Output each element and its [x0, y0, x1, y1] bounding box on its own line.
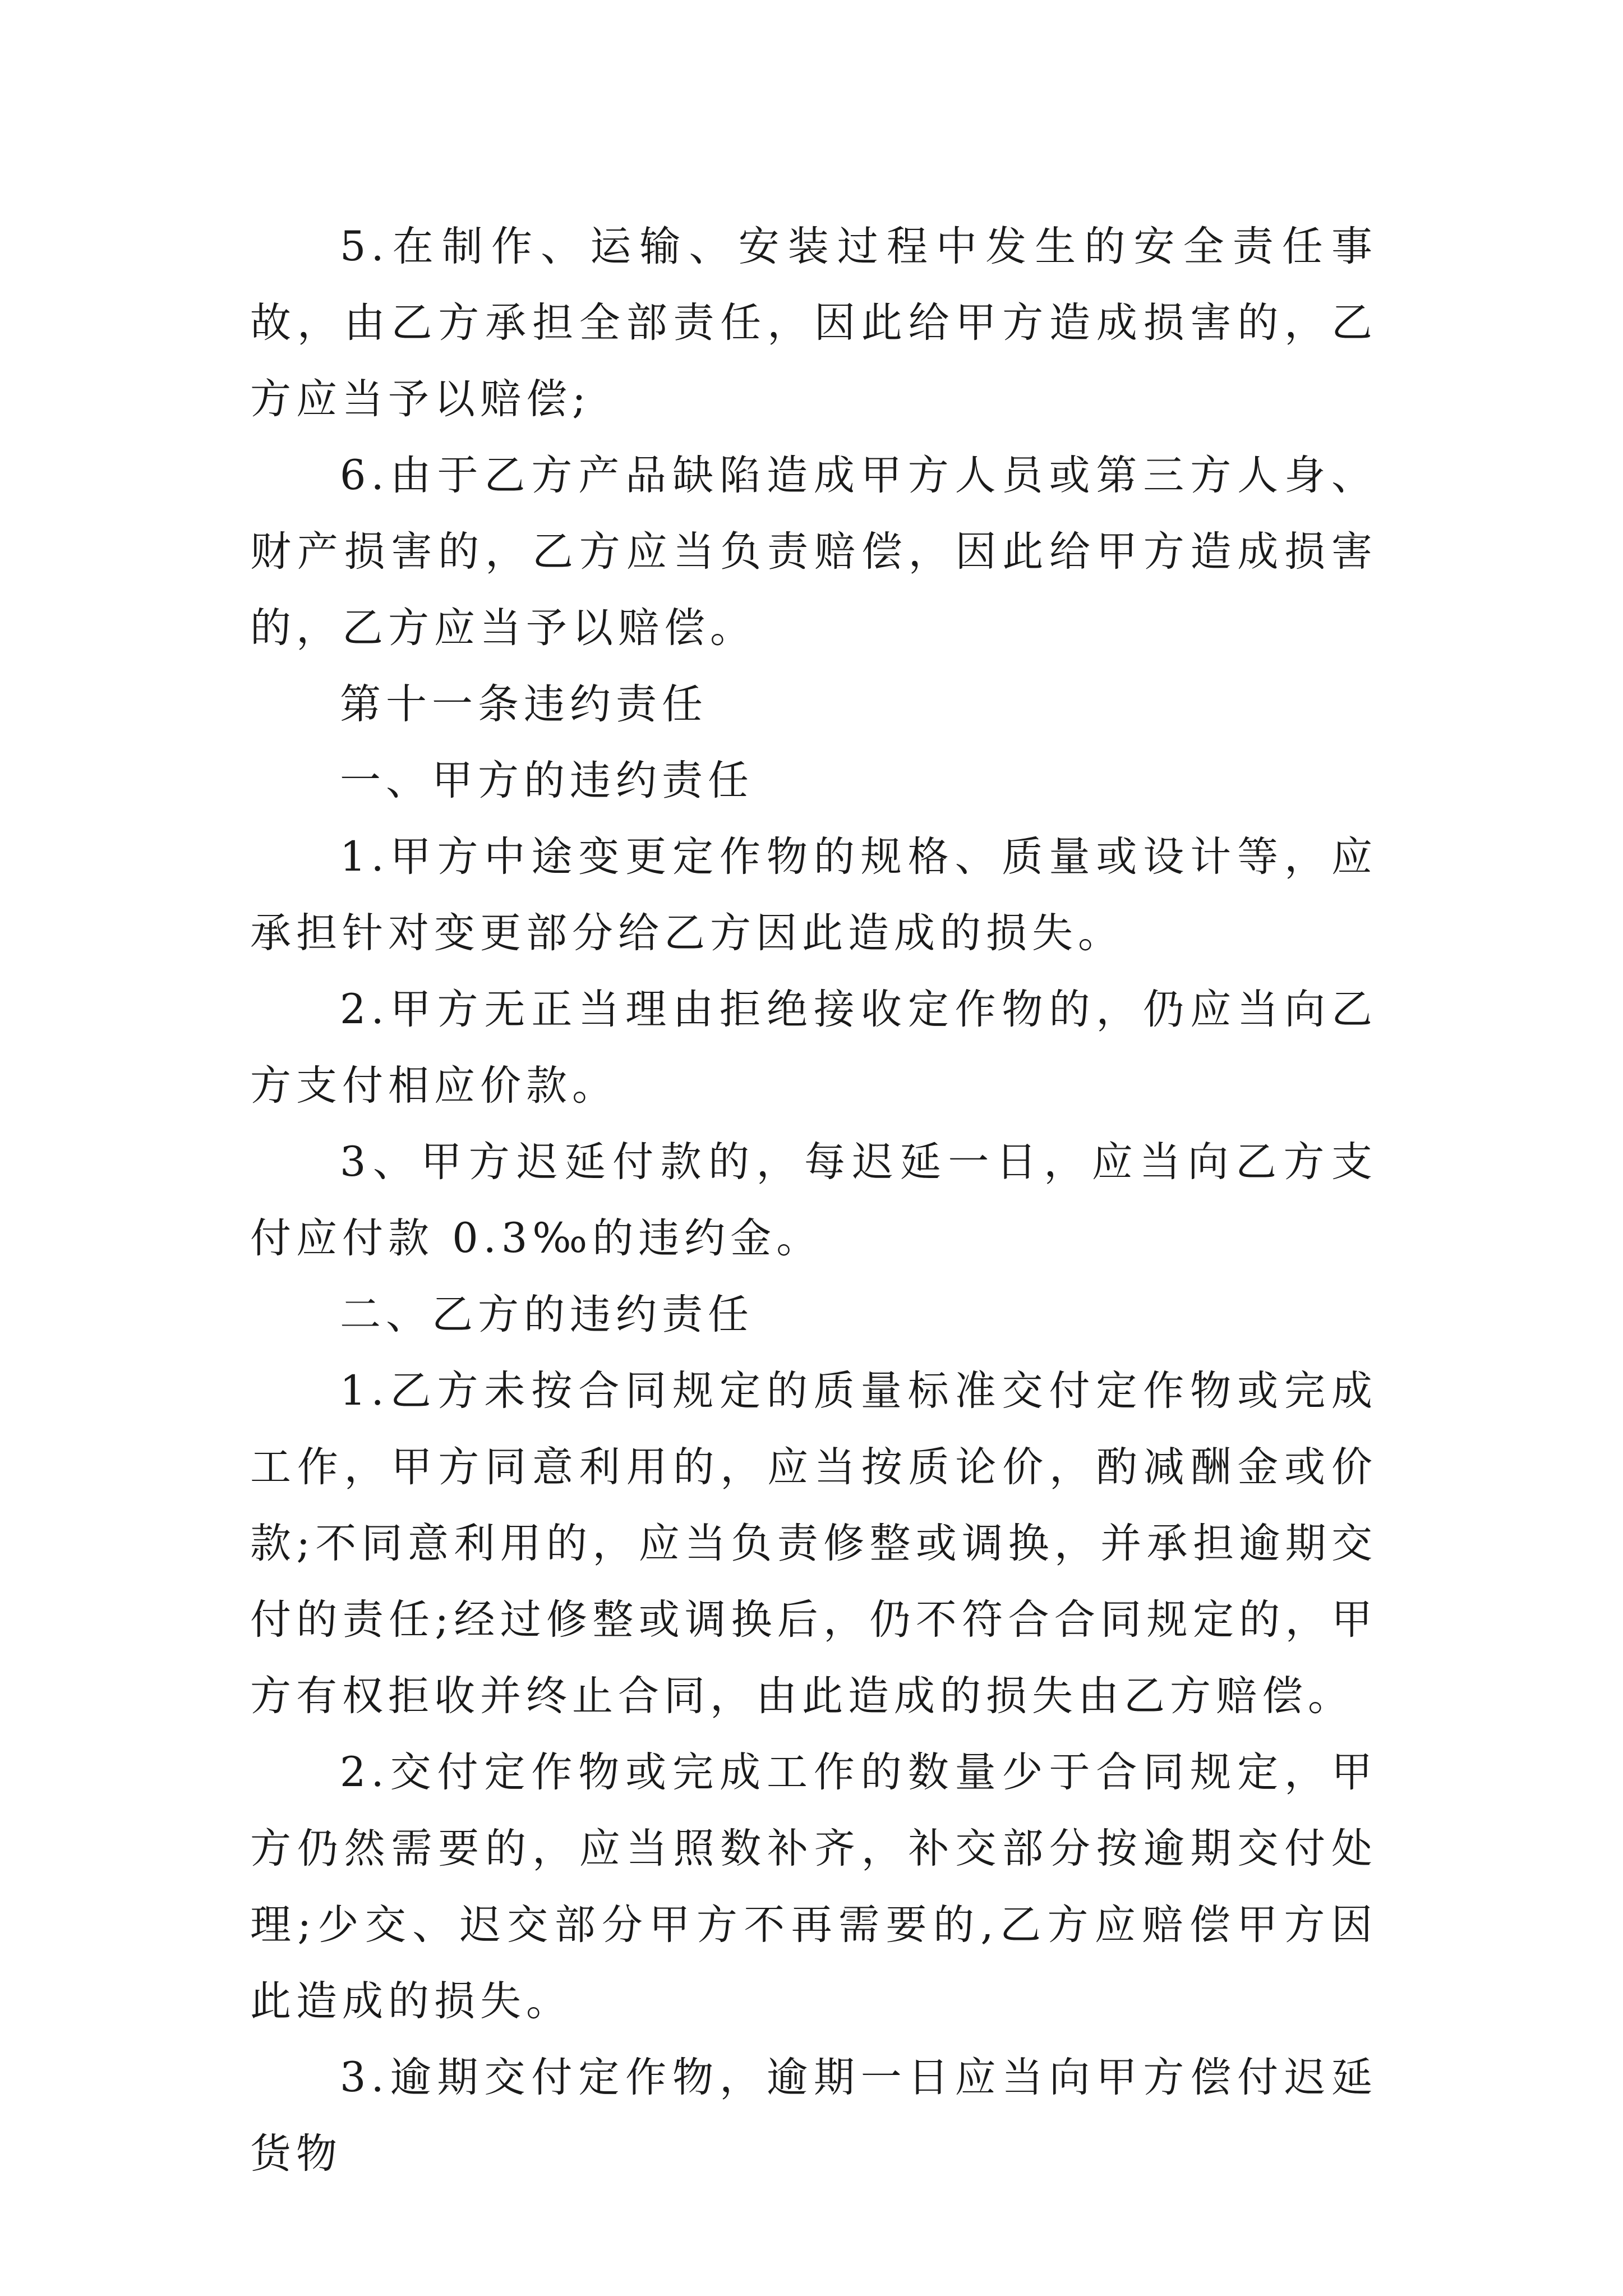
paragraph-b-quality: 1.乙方未按合同规定的质量标准交付定作物或完成工作，甲方同意利用的，应当按质论价，酌减酬金或价款;不同意利用的，应当负责修整或调换，并承担逾期交付的责任;经过修整或调换后，仍不符合合同规定的，甲方有权拒收并终止合同，由此造成的损失由乙方赔偿。 — [250, 1367, 1377, 1720]
paragraph-b-late-delivery: 3.逾期交付定作物，逾期一日应当向甲方偿付迟延货物 — [250, 2054, 1377, 2178]
party-b-liability-heading: 二、乙方的违约责任 — [340, 1291, 754, 1338]
paragraph-a-change-spec: 1.甲方中途变更定作物的规格、质量或设计等，应承担针对变更部分给乙方因此造成的损失。 — [250, 833, 1377, 957]
party-a-liability-heading: 一、甲方的违约责任 — [340, 757, 754, 804]
paragraph-a-late-payment: 3、甲方迟延付款的，每迟延一日，应当向乙方支付应付款 0.3‰的违约金。 — [250, 1138, 1377, 1262]
paragraph-b-quantity: 2.交付定作物或完成工作的数量少于合同规定，甲方仍然需要的，应当照数补齐，补交部分按逾期交付处理;少交、迟交部分甲方不再需要的,乙方应赔偿甲方因此造成的损失。 — [250, 1749, 1377, 2025]
paragraph-a-refuse-delivery: 2.甲方无正当理由拒绝接收定作物的，仍应当向乙方支付相应价款。 — [250, 986, 1377, 1110]
paragraph-safety-liability: 5.在制作、运输、安装过程中发生的安全责任事故，由乙方承担全部责任，因此给甲方造成损害的，乙方应当予以赔偿; — [250, 223, 1377, 423]
document-body — [250, 209, 1377, 2192]
paragraph-product-defect: 6.由于乙方产品缺陷造成甲方人员或第三方人身、财产损害的，乙方应当负责赔偿，因此给甲方造成损害的，乙方应当予以赔偿。 — [250, 452, 1377, 652]
article-11-heading: 第十一条违约责任 — [340, 680, 708, 728]
